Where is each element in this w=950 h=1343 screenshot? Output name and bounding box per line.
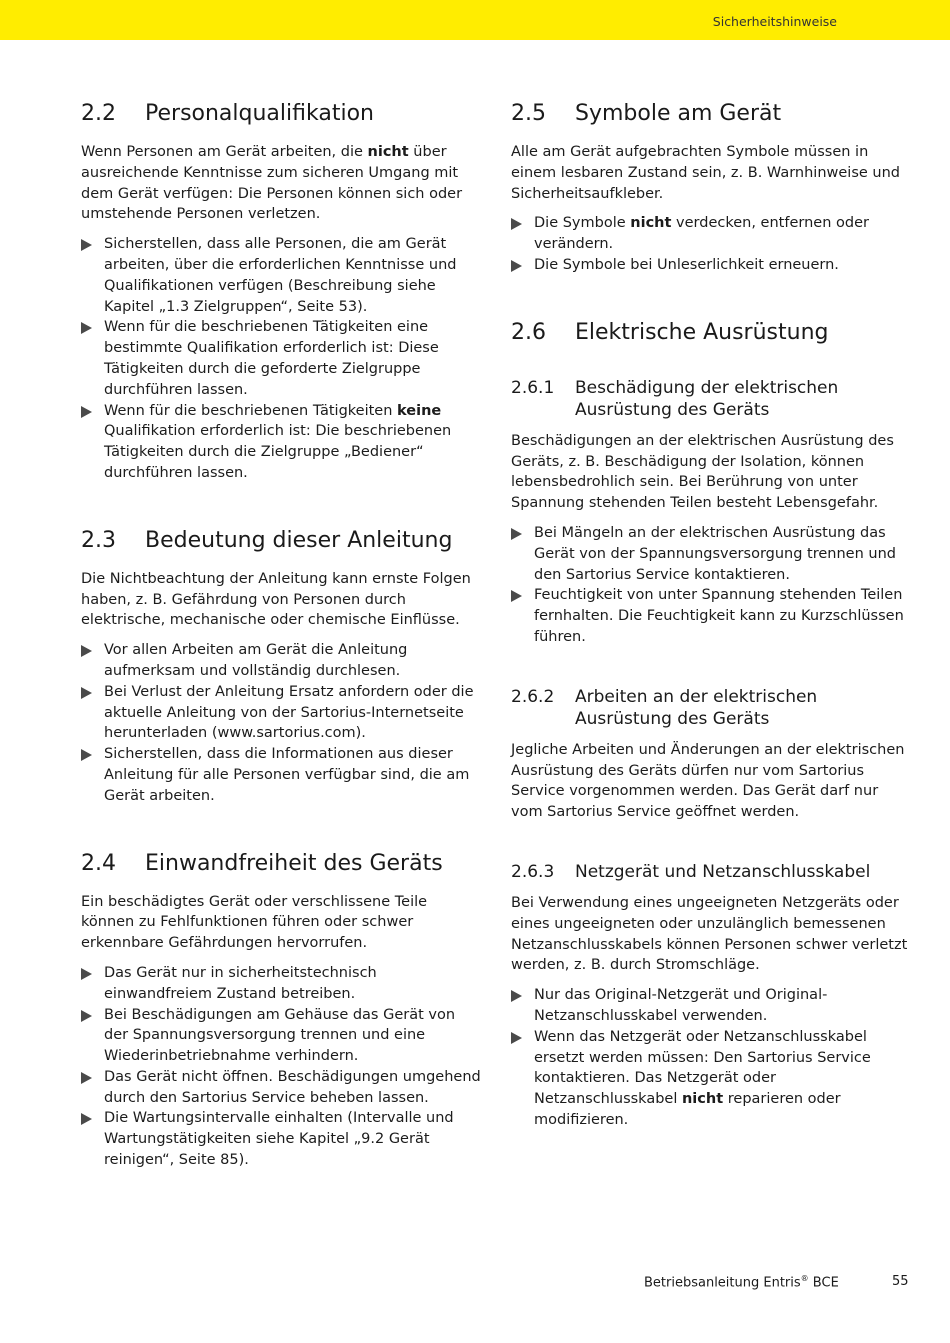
subsection-heading <box>511 377 911 421</box>
text-run: Die Symbole <box>534 215 631 232</box>
list-item <box>511 1027 911 1131</box>
triangle-bullet-icon <box>511 1032 522 1044</box>
section-heading <box>81 527 481 555</box>
section-title: Symbole am Gerät <box>575 101 782 126</box>
bold-text: nicht <box>630 215 672 232</box>
footer-doc-name: Betriebsanleitung Entris <box>644 1275 801 1291</box>
triangle-bullet-icon <box>81 322 92 334</box>
section-number: 2.3 <box>81 527 116 553</box>
triangle-bullet-icon <box>511 590 522 602</box>
section-heading <box>511 319 911 347</box>
list-item <box>511 523 911 585</box>
footer-document-title <box>644 1274 839 1290</box>
section-heading <box>81 850 481 878</box>
bullet-list <box>511 985 911 1131</box>
list-item <box>511 255 911 276</box>
triangle-bullet-icon <box>81 1010 92 1022</box>
section-2-4 <box>81 850 481 1171</box>
paragraph <box>81 142 481 225</box>
triangle-bullet-icon <box>81 406 92 418</box>
triangle-bullet-icon <box>81 239 92 251</box>
bullet-list <box>81 963 481 1171</box>
triangle-bullet-icon <box>81 1072 92 1084</box>
page-number: 55 <box>892 1274 909 1289</box>
list-item-text: Nur das Original-Netzgerät und Original-Netzanschlusskabel verwenden. <box>534 987 828 1024</box>
list-item <box>511 585 911 647</box>
text-run: Wenn für die beschriebenen Tätigkeiten <box>104 402 398 419</box>
text-run: Wenn das Netzgerät oder Netzanschlusskabel ersetzt werden müssen: Den Sartorius Service kontaktieren. Das Netzgerät oder Netzanschlusskabel <box>534 1028 871 1108</box>
subsection-number: 2.6.3 <box>511 861 555 882</box>
subsection-2-6-3 <box>511 861 911 1131</box>
bold-text: nicht <box>681 1091 724 1108</box>
subsection-number: 2.6.2 <box>511 686 555 707</box>
section-2-6 <box>511 319 911 1131</box>
section-number: 2.4 <box>81 850 116 876</box>
triangle-bullet-icon <box>511 990 522 1002</box>
running-header: Sicherheitshinweise <box>712 14 837 29</box>
text-run: Qualifikation erforderlich ist: Die beschriebenen Tätigkeiten durch die Zielgruppe „Bediener“ durchführen lassen. <box>104 423 452 481</box>
paragraph: Jegliche Arbeiten und Änderungen an der elektrischen Ausrüstung des Geräts dürfen nur vom Sartorius Service vorgenommen werden. Das Gerät darf nur vom Sartorius Service geöffnet werden. <box>511 741 905 821</box>
list-item-text: Bei Verlust der Anleitung Ersatz anfordern oder die aktuelle Anleitung von der Sartorius-Internetseite herunterladen (www.sartorius.com). <box>104 683 474 742</box>
list-item-text: Feuchtigkeit von unter Spannung stehenden Teilen fernhalten. Die Feuchtigkeit kann zu Kurzschlüssen führen. <box>534 587 904 645</box>
subsection-title: Beschädigung der elektrischen Ausrüstung des Geräts <box>575 377 839 420</box>
text-run: verdecken, entfernen oder verändern. <box>534 215 869 253</box>
subsection-number: 2.6.1 <box>511 377 555 398</box>
paragraph: Bei Verwendung eines ungeeigneten Netzgeräts oder eines ungeeigneten oder unzulänglich bemessenen Netzanschlusskabels können Personen schwer verletzt werden, z. B. durch Stromschläge. <box>511 894 908 974</box>
section-2-3 <box>81 527 481 807</box>
list-item-text: Das Gerät nicht öffnen. Beschädigungen umgehend durch den Sartorius Service beheben lassen. <box>104 1068 481 1106</box>
triangle-bullet-icon <box>81 968 92 980</box>
paragraph: Ein beschädigtes Gerät oder verschlissene Teile können zu Fehlfunktionen führen oder schwer erkennbare Gefährdungen hervorrufen. <box>81 893 428 952</box>
bullet-list <box>81 234 481 484</box>
list-item-text: Wenn für die beschriebenen Tätigkeiten eine bestimmte Qualifikation erforderlich ist: Diese Tätigkeiten durch die geforderte Zielgruppe durchführen lassen. <box>104 319 439 398</box>
header-bar <box>0 0 950 40</box>
text-run: reparieren oder modifizieren. <box>534 1091 841 1128</box>
text-run: über ausreichende Kenntnisse zum sicheren Umgang mit dem Gerät verfügen: Die Personen können sich oder umstehende Personen verletzen. <box>81 144 463 223</box>
list-item-text: Das Gerät nur in sicherheitstechnisch einwandfreiem Zustand betreiben. <box>104 964 377 1002</box>
right-column <box>511 100 911 1131</box>
section-title: Bedeutung dieser Anleitung <box>145 527 453 553</box>
registered-mark: ® <box>800 1274 809 1283</box>
list-item <box>81 640 481 682</box>
list-item <box>81 1108 481 1170</box>
bullet-list <box>511 523 911 648</box>
list-item <box>81 744 481 806</box>
list-item <box>81 1067 481 1109</box>
subsection-title: Arbeiten an der elektrischen Ausrüstung des Geräts <box>575 686 818 729</box>
footer-doc-suffix: BCE <box>808 1275 839 1291</box>
list-item-text: Die Symbole bei Unleserlichkeit erneuern. <box>534 256 839 273</box>
list-item-text: Bei Beschädigungen am Gehäuse das Gerät von der Spannungsversorgung trennen und eine Wiederinbetriebnahme verhindern. <box>104 1006 456 1065</box>
triangle-bullet-icon <box>81 1113 92 1125</box>
section-title: Einwandfreiheit des Geräts <box>145 850 443 876</box>
triangle-bullet-icon <box>511 260 522 272</box>
left-column <box>81 100 481 1171</box>
subsection-2-6-1 <box>511 377 911 648</box>
list-item <box>511 985 911 1027</box>
triangle-bullet-icon <box>81 687 92 699</box>
triangle-bullet-icon <box>81 749 92 761</box>
section-number: 2.6 <box>511 319 546 345</box>
subsection-heading <box>511 861 911 883</box>
section-heading <box>81 100 481 128</box>
list-item-text: Bei Mängeln an der elektrischen Ausrüstung das Gerät von der Spannungsversorgung trennen und den Sartorius Service kontaktieren. <box>534 524 896 583</box>
section-2-5 <box>511 100 911 276</box>
bold-text: nicht <box>367 144 409 160</box>
paragraph: Beschädigungen an der elektrischen Ausrüstung des Geräts, z. B. Beschädigung der Isolation, können lebensbedrohlich sein. Bei Berührung von unter Spannung stehenden Teilen besteht Lebensgefahr. <box>511 432 894 512</box>
list-item-text: Die Wartungsintervalle einhalten (Intervalle und Wartungstätigkeiten siehe Kapitel „9.2 Gerät reinigen“, Seite 85). <box>104 1110 454 1169</box>
paragraph: Alle am Gerät aufgebrachten Symbole müssen in einem lesbaren Zustand sein, z. B. Warnhinweise und Sicherheitsaufkleber. <box>511 144 900 202</box>
list-item <box>511 213 911 255</box>
subsection-2-6-2 <box>511 686 911 823</box>
paragraph: Die Nichtbeachtung der Anleitung kann ernste Folgen haben, z. B. Gefährdung von Personen durch elektrische, mechanische oder chemische Einflüsse. <box>81 570 471 629</box>
subsection-title: Netzgerät und Netzanschlusskabel <box>575 861 871 882</box>
bullet-list <box>81 640 481 806</box>
list-item <box>81 682 481 744</box>
triangle-bullet-icon <box>511 218 522 230</box>
section-number: 2.5 <box>511 101 546 126</box>
section-title: Personalqualifikation <box>145 101 374 126</box>
list-item-text: Sicherstellen, dass die Informationen aus dieser Anleitung für alle Personen verfügbar sind, die am Gerät arbeiten. <box>104 746 470 804</box>
list-item-text: Sicherstellen, dass alle Personen, die am Gerät arbeiten, über die erforderlichen Kenntnisse und Qualifikationen verfügen (Beschreibung siehe Kapitel „1.3 Zielgruppen“, Seite 53). <box>104 236 457 315</box>
section-2-2 <box>81 100 481 484</box>
triangle-bullet-icon <box>81 645 92 657</box>
section-number: 2.2 <box>81 101 116 126</box>
list-item-text: Vor allen Arbeiten am Gerät die Anleitung aufmerksam und vollständig durchlesen. <box>104 642 408 679</box>
bullet-list <box>511 213 911 275</box>
list-item <box>81 401 481 484</box>
bold-text: keine <box>397 402 442 419</box>
triangle-bullet-icon <box>511 528 522 540</box>
section-title: Elektrische Ausrüstung <box>575 319 829 345</box>
list-item <box>81 963 481 1005</box>
list-item <box>81 1005 481 1067</box>
subsection-heading <box>511 686 911 730</box>
list-item <box>81 317 481 400</box>
text-run: Wenn Personen am Gerät arbeiten, die <box>81 144 368 160</box>
section-heading <box>511 100 911 128</box>
list-item <box>81 234 481 317</box>
